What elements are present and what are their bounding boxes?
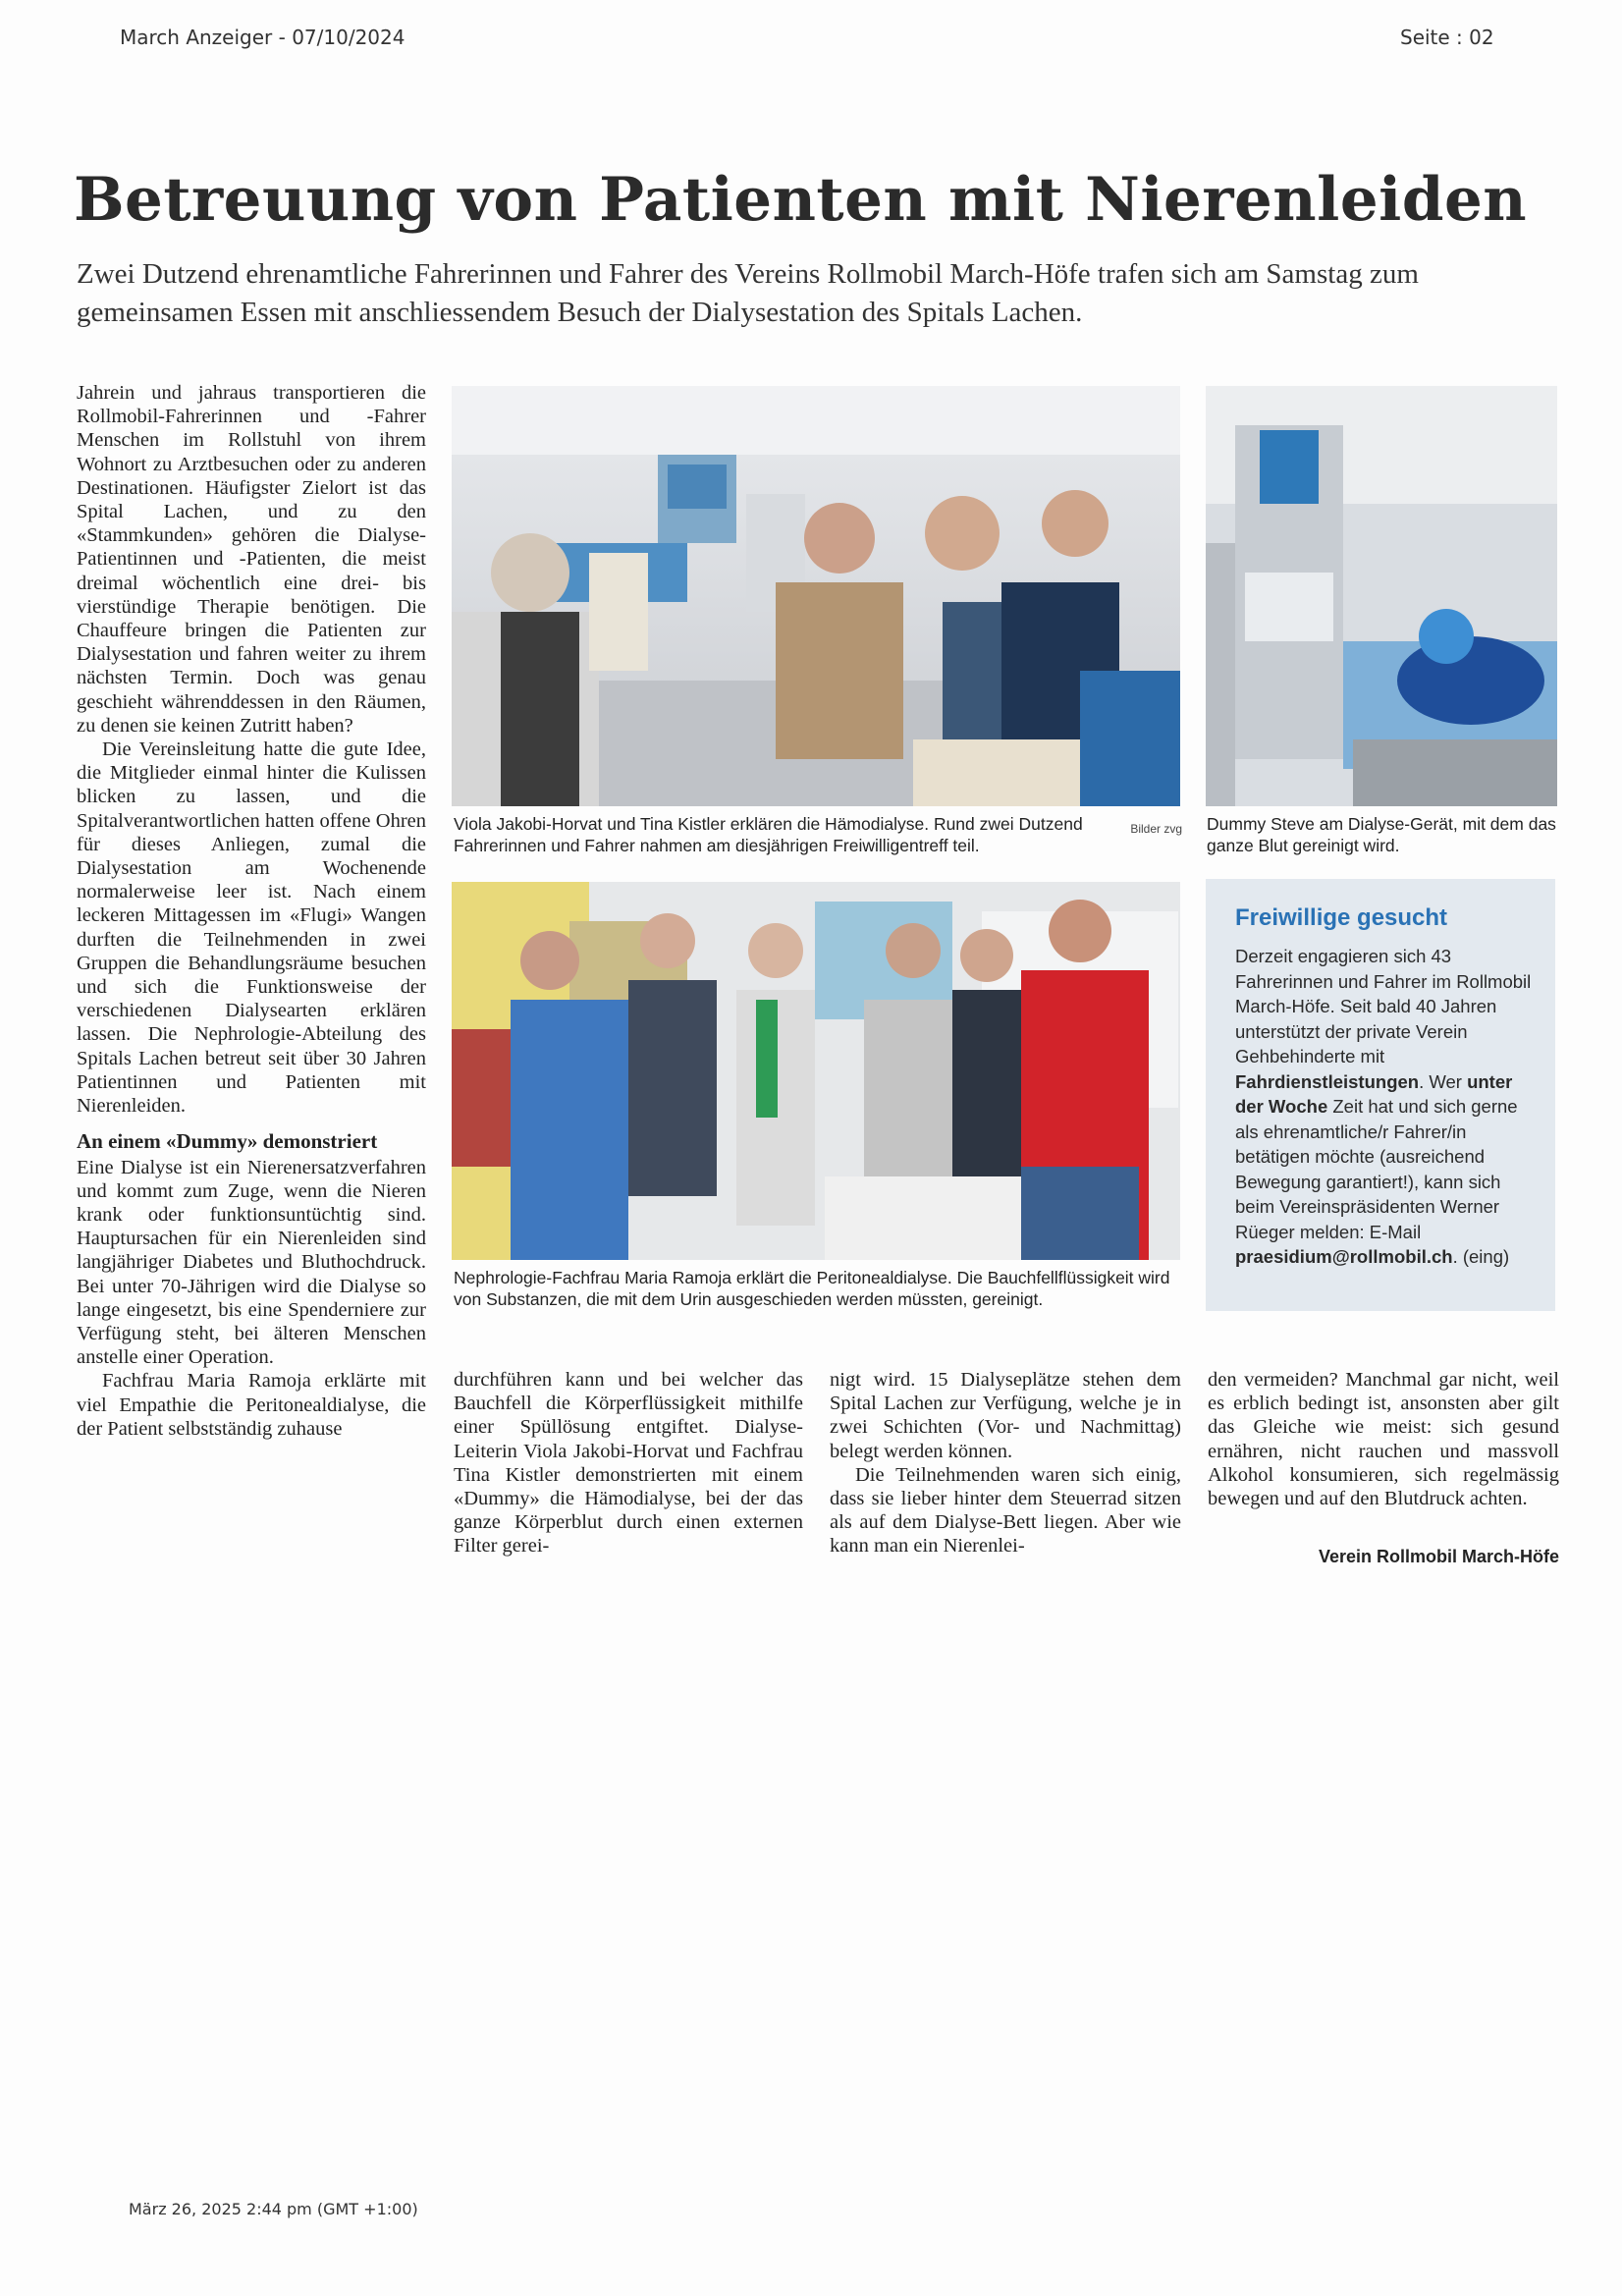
paragraph: Fachfrau Maria Ramoja erklärte mit viel Empathie die Peritonealdialyse, die der Patient selbstständig zuhause [77, 1370, 426, 1440]
paragraph: durchführen kann und bei welcher das Bauchfell die Körperflüssigkeit mithilfe einer Spüllösung entgiftet. Dialyse-Leiterin Viola Jakobi-Horvat und Fachfrau Tina Kistler demonstrierten mit einem «Dummy» die Hämodialyse, bei der das ganze Körperblut durch einen externen Filter gerei- [454, 1369, 803, 1558]
photo-2-caption: Dummy Steve am Dialyse-Gerät, mit dem das ganze Blut gereinigt wird. [1207, 814, 1556, 855]
article-subhead: An einem «Dummy» demonstriert [77, 1129, 378, 1154]
photo-3-caption: Nephrologie-Fachfrau Maria Ramoja erklärt die Peritonealdialyse. Die Bauchfellflüssigkeit wird von Substanzen, die mit dem Urin ausgeschieden werden müssten, gereinigt. [454, 1268, 1170, 1309]
caption-text: Viola Jakobi-Horvat und Tina Kistler erklären die Hämodialyse. Rund zwei Dutzend Fahrerinnen und Fahrer nahmen am diesjährigen Freiwilligentreff teil. [454, 814, 1083, 855]
print-timestamp: März 26, 2025 2:44 pm (GMT +1:00) [129, 2200, 418, 2218]
photo-peritoneal-dialysis-group [452, 882, 1180, 1260]
paragraph: nigt wird. 15 Dialyseplätze stehen dem Spital Lachen zur Verfügung, welche je in zwei Schichten (Vor- und Nachmittag) belegt werden können. [830, 1369, 1181, 1462]
article-column-3 [830, 1368, 1181, 1558]
article-title: Betreuung von Patienten mit Nierenleiden [74, 165, 1528, 235]
info-box-body: Derzeit engagieren sich 43 Fahrerinnen und Fahrer im Rollmobil March-Höfe. Seit bald 40 Jahren unterstützt der private Verein Gehbehinderte mit Fahrdienstleistungen. Wer unter der Woche Zeit hat und sich gerne als ehrenamtliche/r Fahrer/in betätigen möchte (ausreichend Bewegung garantiert!), kann sich beim Vereinspräsidenten Werner Rüeger melden: E-Mail praesidium@rollmobil.ch. (eing) [1235, 946, 1532, 1267]
paragraph: Die Vereinsleitung hatte die gute Idee, die Mitglieder einmal hinter die Kulissen blicken zu lassen, und die Spitalverantwortlichen hatten offene Ohren für dieses Anliegen, zumal die Dialysestation am Wochenende normalerweise leer ist. Nach einem leckeren Mittagessen im «Flugi» Wangen durften die Teilnehmenden in zwei Gruppen die Behandlungsräume besuchen und sich die Funktionsweise der verschiedenen Dialysearten erklären lassen. Die Nephrologie-Abteilung des Spitals Lachen betreut seit über 30 Jahren Patientinnen und Patienten mit Nierenleiden. [77, 738, 426, 1118]
article-column-4 [1208, 1368, 1559, 1510]
paragraph: Eine Dialyse ist ein Nierenersatzverfahren und kommt zum Zuge, wenn die Nieren krank oder funktionsuntüchtig sind. Hauptursachen für ein Nierenleiden sind langjähriger Diabetes und Bluthochdruck. Bei unter 70-Jährigen wird die Dialyse so lange eingesetzt, bis eine Spenderniere zur Verfügung steht, bei älteren Menschen anstelle einer Operation. [77, 1156, 426, 1369]
photo-dummy-dialysis-machine [1206, 386, 1557, 806]
author-signature: Verein Rollmobil March-Höfe [1318, 1547, 1559, 1566]
article-column-1 [77, 381, 426, 1441]
paragraph: Jahrein und jahraus transportieren die Rollmobil-Fahrerinnen und -Fahrer Menschen im Rollstuhl von ihrem Wohnort zu Arztbesuchen oder zu anderen Destinationen. Häufigster Zielort ist das Spital Lachen, und zu den «Stammkunden» gehören die Dialyse-Patientinnen und -Patienten, die meist dreimal wöchentlich eine drei- bis vierstündige Therapie benötigen. Die Chauffeure bringen die Patienten zur Dialysestation und fahren weiter zu ihrem nächsten Termin. Doch was genau geschieht währenddessen in den Räumen, zu denen sie keinen Zutritt haben? [77, 382, 426, 737]
publication-name: March Anzeiger - 07/10/2024 [120, 26, 406, 49]
photo-hemodialysis-group [452, 386, 1180, 806]
article-lead: Zwei Dutzend ehrenamtliche Fahrerinnen und Fahrer des Vereins Rollmobil March-Höfe trafen sich am Samstag zum gemeinsamen Essen mit anschliessendem Besuch der Dialysestation des Spitals Lachen. [77, 258, 1419, 328]
info-box-volunteers [1206, 879, 1555, 1311]
article-column-2 [454, 1368, 803, 1558]
paragraph: Die Teilnehmenden waren sich einig, dass sie lieber hinter dem Steuerrad sitzen als auf dem Dialyse-Bett liegen. Aber wie kann man ein Nierenlei- [830, 1463, 1181, 1558]
page-number: Seite : 02 [1400, 26, 1494, 49]
email-address: praesidium@rollmobil.ch [1235, 1246, 1453, 1267]
photo-1-caption [454, 813, 1182, 856]
info-box-title: Freiwillige gesucht [1235, 904, 1448, 931]
photo-credit: Bilder zvg [1130, 822, 1182, 836]
paragraph: den vermeiden? Manchmal gar nicht, weil es erblich bedingt ist, ansonsten aber gilt das Gleiche wie meist: sich gesund ernähren, nicht rauchen und massvoll Alkohol konsumieren, sich regelmässig bewegen und auf den Blutdruck achten. [1208, 1369, 1559, 1510]
